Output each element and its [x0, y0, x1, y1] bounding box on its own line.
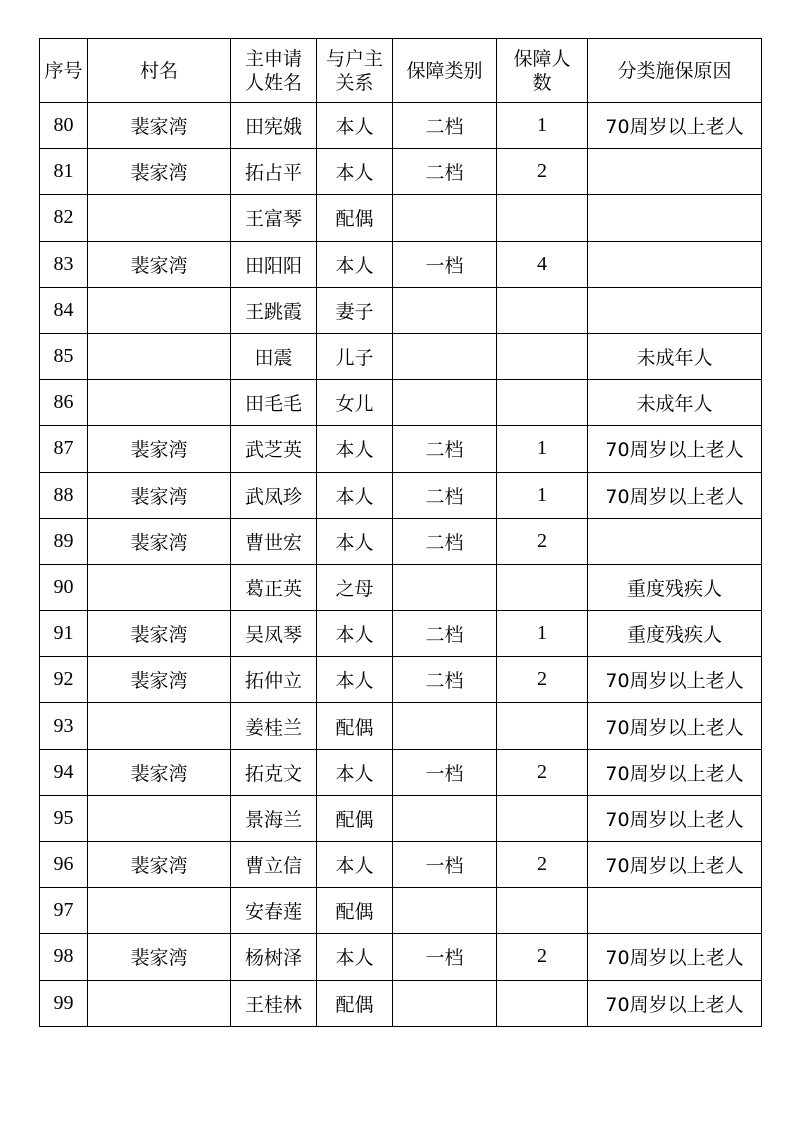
cell-reason: 70周岁以上老人 [588, 795, 762, 841]
cell-count [497, 195, 588, 241]
cell-village: 裴家湾 [88, 472, 231, 518]
cell-applicant-name: 吴凤琴 [231, 611, 317, 657]
cell-village: 裴家湾 [88, 657, 231, 703]
cell-applicant-name: 王跳霞 [231, 287, 317, 333]
cell-village: 裴家湾 [88, 241, 231, 287]
cell-reason: 未成年人 [588, 333, 762, 379]
header-relation-line1: 与户主 [325, 47, 383, 70]
table-row [40, 472, 762, 518]
cell-relation: 本人 [317, 934, 393, 980]
cell-category [393, 380, 497, 426]
cell-village: 裴家湾 [88, 934, 231, 980]
cell-applicant-name: 拓克文 [231, 749, 317, 795]
cell-seq: 84 [40, 287, 88, 333]
cell-village [88, 980, 231, 1026]
cell-reason: 70周岁以上老人 [588, 980, 762, 1026]
table-row [40, 980, 762, 1026]
cell-applicant-name: 景海兰 [231, 795, 317, 841]
cell-count [497, 888, 588, 934]
cell-relation: 本人 [317, 611, 393, 657]
cell-relation: 女儿 [317, 380, 393, 426]
cell-reason [588, 287, 762, 333]
cell-category: 一档 [393, 241, 497, 287]
header-seq: 序号 [40, 39, 88, 103]
cell-village [88, 333, 231, 379]
cell-count: 4 [497, 241, 588, 287]
assistance-roster-table [39, 38, 762, 1027]
roster-body [40, 103, 762, 1027]
cell-category: 一档 [393, 842, 497, 888]
header-count-line1: 保障人 [513, 47, 571, 70]
cell-relation: 本人 [317, 426, 393, 472]
cell-village [88, 287, 231, 333]
cell-reason: 70周岁以上老人 [588, 934, 762, 980]
cell-seq: 88 [40, 472, 88, 518]
cell-count: 2 [497, 518, 588, 564]
cell-category [393, 564, 497, 610]
cell-applicant-name: 田毛毛 [231, 380, 317, 426]
table-row [40, 749, 762, 795]
cell-seq: 86 [40, 380, 88, 426]
cell-village: 裴家湾 [88, 749, 231, 795]
cell-relation: 本人 [317, 657, 393, 703]
cell-reason: 70周岁以上老人 [588, 657, 762, 703]
table-row [40, 657, 762, 703]
cell-category [393, 333, 497, 379]
cell-reason: 70周岁以上老人 [588, 842, 762, 888]
cell-reason: 70周岁以上老人 [588, 703, 762, 749]
cell-village [88, 795, 231, 841]
cell-applicant-name: 武凤珍 [231, 472, 317, 518]
cell-seq: 82 [40, 195, 88, 241]
cell-count: 1 [497, 611, 588, 657]
header-count-line2: 数 [532, 71, 552, 94]
cell-category [393, 287, 497, 333]
cell-category [393, 795, 497, 841]
table-row [40, 795, 762, 841]
table-row [40, 149, 762, 195]
cell-count: 1 [497, 103, 588, 149]
cell-applicant-name: 安春莲 [231, 888, 317, 934]
cell-reason: 重度残疾人 [588, 564, 762, 610]
cell-count: 1 [497, 426, 588, 472]
cell-applicant-name: 曹世宏 [231, 518, 317, 564]
cell-village [88, 703, 231, 749]
cell-applicant-name: 王桂林 [231, 980, 317, 1026]
table-row [40, 703, 762, 749]
cell-relation: 本人 [317, 518, 393, 564]
cell-category: 二档 [393, 611, 497, 657]
table-row [40, 333, 762, 379]
cell-count [497, 564, 588, 610]
cell-category: 二档 [393, 149, 497, 195]
cell-category: 二档 [393, 518, 497, 564]
cell-reason [588, 241, 762, 287]
header-reason: 分类施保原因 [588, 39, 762, 103]
table-row [40, 934, 762, 980]
cell-category: 一档 [393, 749, 497, 795]
cell-reason: 70周岁以上老人 [588, 103, 762, 149]
cell-category: 一档 [393, 934, 497, 980]
cell-relation: 妻子 [317, 287, 393, 333]
table-row [40, 611, 762, 657]
cell-village: 裴家湾 [88, 103, 231, 149]
cell-village [88, 564, 231, 610]
cell-seq: 99 [40, 980, 88, 1026]
cell-village [88, 195, 231, 241]
header-applicant [231, 39, 317, 103]
cell-village: 裴家湾 [88, 149, 231, 195]
cell-applicant-name: 田宪娥 [231, 103, 317, 149]
cell-relation: 儿子 [317, 333, 393, 379]
table-row [40, 564, 762, 610]
cell-applicant-name: 姜桂兰 [231, 703, 317, 749]
cell-category [393, 195, 497, 241]
cell-count: 2 [497, 842, 588, 888]
cell-reason: 70周岁以上老人 [588, 749, 762, 795]
cell-village: 裴家湾 [88, 611, 231, 657]
cell-relation: 配偶 [317, 795, 393, 841]
table-row [40, 842, 762, 888]
cell-category [393, 888, 497, 934]
header-applicant-line1: 主申请 [244, 47, 302, 70]
cell-seq: 87 [40, 426, 88, 472]
cell-applicant-name: 拓仲立 [231, 657, 317, 703]
cell-category: 二档 [393, 472, 497, 518]
cell-reason: 未成年人 [588, 380, 762, 426]
cell-seq: 98 [40, 934, 88, 980]
cell-count: 1 [497, 472, 588, 518]
header-category: 保障类别 [393, 39, 497, 103]
cell-relation: 本人 [317, 149, 393, 195]
header-applicant-line2: 人姓名 [244, 71, 302, 94]
cell-category: 二档 [393, 657, 497, 703]
cell-count [497, 287, 588, 333]
cell-count [497, 380, 588, 426]
cell-reason [588, 195, 762, 241]
cell-applicant-name: 王富琴 [231, 195, 317, 241]
table-row [40, 103, 762, 149]
cell-applicant-name: 杨树泽 [231, 934, 317, 980]
header-relation [317, 39, 393, 103]
cell-reason [588, 888, 762, 934]
cell-count: 2 [497, 749, 588, 795]
cell-seq: 97 [40, 888, 88, 934]
cell-relation: 本人 [317, 103, 393, 149]
cell-relation: 配偶 [317, 195, 393, 241]
cell-village [88, 888, 231, 934]
cell-relation: 配偶 [317, 980, 393, 1026]
header-village: 村名 [88, 39, 231, 103]
cell-count [497, 980, 588, 1026]
cell-count: 2 [497, 934, 588, 980]
table-row [40, 241, 762, 287]
cell-category: 二档 [393, 426, 497, 472]
cell-applicant-name: 田震 [231, 333, 317, 379]
cell-applicant-name: 武芝英 [231, 426, 317, 472]
cell-village: 裴家湾 [88, 842, 231, 888]
cell-village [88, 380, 231, 426]
table-row [40, 195, 762, 241]
cell-relation: 本人 [317, 241, 393, 287]
cell-seq: 83 [40, 241, 88, 287]
cell-category: 二档 [393, 103, 497, 149]
cell-count [497, 333, 588, 379]
cell-applicant-name: 田阳阳 [231, 241, 317, 287]
cell-reason [588, 149, 762, 195]
cell-relation: 配偶 [317, 703, 393, 749]
cell-relation: 本人 [317, 749, 393, 795]
table-row [40, 888, 762, 934]
cell-applicant-name: 拓占平 [231, 149, 317, 195]
cell-seq: 92 [40, 657, 88, 703]
cell-reason: 70周岁以上老人 [588, 472, 762, 518]
cell-count: 2 [497, 149, 588, 195]
cell-relation: 本人 [317, 472, 393, 518]
table-row [40, 380, 762, 426]
cell-reason: 70周岁以上老人 [588, 426, 762, 472]
table-row [40, 518, 762, 564]
header-row [40, 39, 762, 103]
cell-seq: 94 [40, 749, 88, 795]
cell-reason [588, 518, 762, 564]
cell-category [393, 703, 497, 749]
cell-reason: 重度残疾人 [588, 611, 762, 657]
cell-village: 裴家湾 [88, 426, 231, 472]
cell-seq: 89 [40, 518, 88, 564]
cell-count: 2 [497, 657, 588, 703]
cell-seq: 95 [40, 795, 88, 841]
cell-seq: 96 [40, 842, 88, 888]
cell-applicant-name: 曹立信 [231, 842, 317, 888]
cell-village: 裴家湾 [88, 518, 231, 564]
header-count [497, 39, 588, 103]
table-row [40, 426, 762, 472]
cell-seq: 93 [40, 703, 88, 749]
cell-seq: 85 [40, 333, 88, 379]
table-row [40, 287, 762, 333]
cell-category [393, 980, 497, 1026]
cell-seq: 91 [40, 611, 88, 657]
cell-relation: 本人 [317, 842, 393, 888]
cell-relation: 之母 [317, 564, 393, 610]
header-relation-line2: 关系 [335, 71, 374, 94]
cell-relation: 配偶 [317, 888, 393, 934]
cell-seq: 90 [40, 564, 88, 610]
cell-seq: 80 [40, 103, 88, 149]
cell-count [497, 703, 588, 749]
cell-applicant-name: 葛正英 [231, 564, 317, 610]
cell-seq: 81 [40, 149, 88, 195]
cell-count [497, 795, 588, 841]
